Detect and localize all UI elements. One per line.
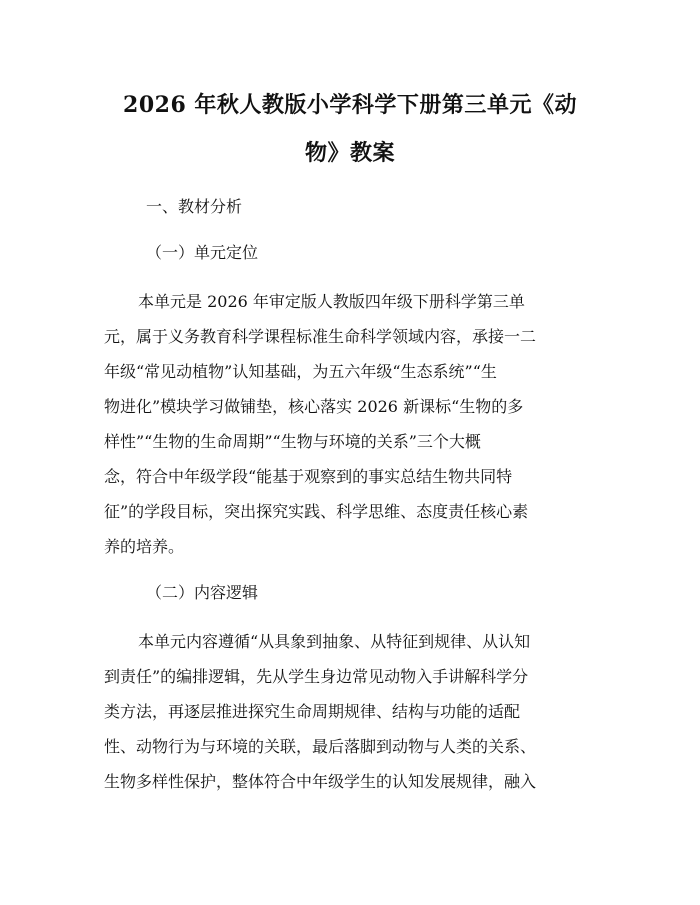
paragraph-2-line: 生物多样性保护，整体符合中年级学生的认知发展规律，融入: [104, 772, 537, 791]
paragraph-2-line: 到责任”的编排逻辑，先从学生身边常见动物入手讲解科学分: [104, 667, 529, 686]
paragraph-2-line: 类方法，再逐层推进探究生命周期规律、结构与功能的适配: [104, 702, 521, 721]
paragraph-1-line: 年级“常见动植物”认知基础，为五六年级“生态系统”“生: [104, 362, 497, 381]
paragraph-1-line: 征”的学段目标，突出探究实践、科学思维、态度责任核心素: [104, 502, 529, 521]
paragraph-2-line: 性、动物行为与环境的关联，最后落脚到动物与人类的关系、: [104, 737, 537, 756]
subsection-heading-content-logic: （二）内容逻辑: [146, 583, 259, 602]
paragraph-2-line: 本单元内容遵循“从具象到抽象、从特征到规律、从认知: [138, 632, 531, 651]
paragraph-1-line: 本单元是 2026 年审定版人教版四年级下册科学第三单: [138, 292, 525, 311]
paragraph-1-line: 物进化”模块学习做铺垫，核心落实 2026 新课标“生物的多: [104, 397, 524, 416]
paragraph-1-line: 念，符合中年级学段“能基于观察到的事实总结生物共同特: [104, 467, 513, 486]
paragraph-1-line: 养的培养。: [104, 537, 185, 556]
subsection-heading-unit-positioning: （一）单元定位: [146, 243, 259, 262]
paragraph-1-line: 元，属于义务教育科学课程标准生命科学领域内容，承接一二: [104, 327, 537, 346]
section-heading-textbook-analysis: 一、教材分析: [146, 197, 243, 216]
document-title-line-1: 2026 年秋人教版小学科学下册第三单元《动: [123, 92, 577, 118]
paragraph-1-line: 样性”“生物的生命周期”“生物与环境的关系”三个大概: [104, 432, 481, 451]
document-title-line-2: 物》教案: [304, 140, 395, 166]
